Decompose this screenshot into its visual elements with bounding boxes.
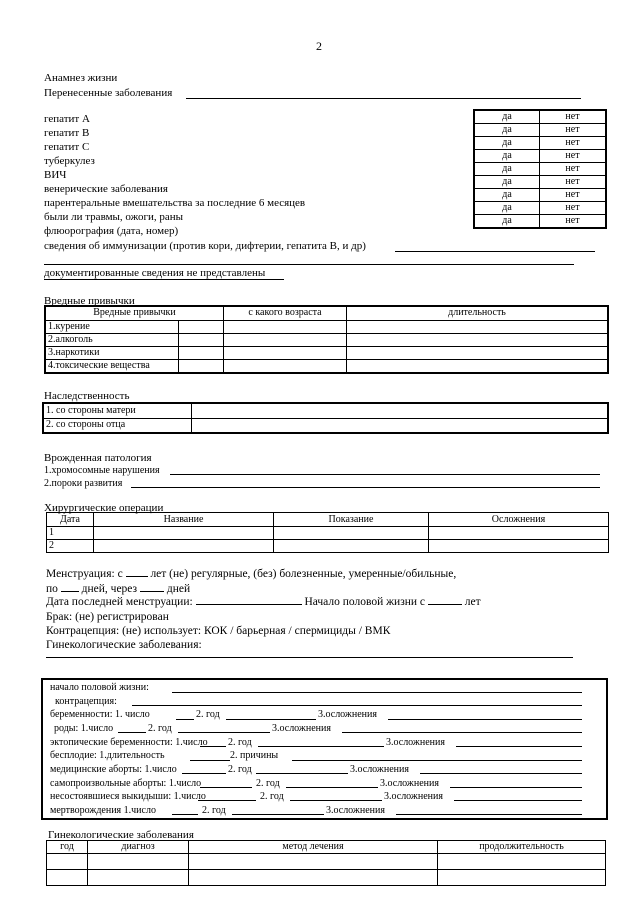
- gyn-table: [46, 840, 606, 886]
- no-option[interactable]: нет: [540, 137, 607, 150]
- spont-abortions-label: самопроизвольные аборты: 1.число: [50, 778, 202, 789]
- page-number: 2: [316, 39, 322, 53]
- surgery-cell[interactable]: [94, 540, 274, 553]
- menstruation-line-1: [46, 568, 456, 581]
- no-option[interactable]: нет: [540, 202, 607, 215]
- gyn-header-treatment: метод лечения: [189, 841, 438, 854]
- births-label: роды: 1.число: [54, 723, 114, 734]
- no-docs-label: документированные сведения не представлены: [44, 267, 266, 279]
- gyn-cell[interactable]: [189, 870, 438, 886]
- no-option[interactable]: нет: [540, 110, 607, 124]
- obstetric-field[interactable]: [198, 800, 256, 801]
- menstruation-age-field[interactable]: [126, 576, 148, 577]
- congenital-line-1[interactable]: [170, 474, 600, 475]
- year-label: 2. год: [256, 778, 280, 789]
- marriage: Брак: (не) регистрирован: [46, 611, 169, 623]
- menstruation-days-label: дней: [166, 583, 191, 595]
- sex-life-label: начало половой жизни:: [50, 682, 149, 693]
- years-label: лет: [464, 596, 481, 608]
- past-diseases-line[interactable]: [186, 98, 581, 99]
- yes-no-table: [473, 109, 607, 229]
- infertility-label: бесплодие: 1.длительность: [50, 750, 165, 761]
- obstetric-field[interactable]: [456, 746, 582, 747]
- miscarriages-label: несостоявшиеся выкидыши: 1.число: [50, 791, 206, 802]
- anamnesis-item: флюорография (дата, номер): [44, 225, 179, 237]
- congenital-line-2[interactable]: [131, 487, 600, 488]
- obstetric-field[interactable]: [232, 814, 324, 815]
- habit-duration-cell[interactable]: [347, 346, 609, 359]
- complications-label: 3.осложнения: [380, 778, 439, 789]
- last-menstruation-field[interactable]: [196, 604, 302, 605]
- last-menstruation-label: Дата последней менструации:: [46, 596, 193, 608]
- obstetric-field[interactable]: [342, 732, 582, 733]
- habit-age-cell[interactable]: [224, 359, 347, 373]
- anamnesis-item: гепатит С: [44, 141, 90, 153]
- year-label: 2. год: [196, 709, 220, 720]
- surgery-header-indication: Показание: [274, 513, 429, 527]
- habit-row-label: 4.токсические вещества: [45, 359, 179, 373]
- habit-cell[interactable]: [179, 320, 224, 333]
- surgery-cell[interactable]: [274, 540, 429, 553]
- habits-header-age: с какого возраста: [224, 306, 347, 320]
- yes-option[interactable]: да: [474, 202, 540, 215]
- obstetric-field[interactable]: [118, 732, 146, 733]
- surgery-title: Хирургические операции: [44, 502, 164, 514]
- yes-option[interactable]: да: [474, 215, 540, 229]
- complications-label: 3.осложнения: [326, 805, 385, 816]
- anamnesis-item: были ли травмы, ожоги, раны: [44, 211, 184, 223]
- menstruation-line-2: [46, 583, 190, 596]
- habit-duration-cell[interactable]: [347, 333, 609, 346]
- no-option[interactable]: нет: [540, 215, 607, 229]
- yes-option[interactable]: да: [474, 110, 540, 124]
- obstetric-field[interactable]: [292, 760, 582, 761]
- habit-cell[interactable]: [179, 346, 224, 359]
- heredity-mother-value[interactable]: [192, 403, 609, 418]
- yes-option[interactable]: да: [474, 137, 540, 150]
- habit-age-cell[interactable]: [224, 320, 347, 333]
- gyn-table-title: Гинекологические заболевания: [48, 829, 194, 841]
- obstetric-field[interactable]: [182, 773, 226, 774]
- complications-label: 3.осложнения: [386, 737, 445, 748]
- obstetric-field[interactable]: [420, 773, 582, 774]
- habit-age-cell[interactable]: [224, 346, 347, 359]
- gyn-header-duration: продолжительность: [438, 841, 606, 854]
- obstetric-field[interactable]: [178, 732, 270, 733]
- gyn-diseases-line[interactable]: [46, 657, 573, 658]
- habit-cell[interactable]: [179, 359, 224, 373]
- no-option[interactable]: нет: [540, 189, 607, 202]
- habits-table: [44, 305, 609, 374]
- anamnesis-item: гепатит В: [44, 127, 90, 139]
- obstetric-field[interactable]: [388, 719, 582, 720]
- heredity-father-value[interactable]: [192, 418, 609, 433]
- no-docs-underline: [44, 279, 284, 280]
- surgery-row-1: 1: [47, 527, 94, 540]
- habit-row-label: 3.наркотики: [45, 346, 179, 359]
- anamnesis-item: венерические заболевания: [44, 183, 168, 195]
- obstetric-field[interactable]: [450, 787, 582, 788]
- menstruation-interval-field[interactable]: [140, 591, 164, 592]
- habits-header-duration: длительность: [347, 306, 609, 320]
- surgery-table: [46, 512, 609, 553]
- obstetric-field[interactable]: [258, 746, 384, 747]
- habit-row-label: 2.алкоголь: [45, 333, 179, 346]
- anamnesis-item: ВИЧ: [44, 169, 67, 181]
- surgery-cell[interactable]: [429, 540, 609, 553]
- obstetric-field[interactable]: [176, 719, 194, 720]
- med-abortions-label: медицинские аборты: 1.число: [50, 764, 177, 775]
- surgery-header-complications: Осложнения: [429, 513, 609, 527]
- complications-label: 3.осложнения: [272, 723, 331, 734]
- contraception: Контрацепция: (не) использует: КОК / барьерная / спермициды / ВМК: [46, 625, 391, 637]
- ectopic-label: эктопические беременности: 1.число: [50, 737, 208, 748]
- obstetric-field[interactable]: [290, 800, 382, 801]
- surgery-cell[interactable]: [429, 527, 609, 540]
- obstetric-field[interactable]: [454, 800, 582, 801]
- anamnesis-title: Анамнез жизни: [44, 72, 118, 84]
- obstetric-field[interactable]: [132, 705, 582, 706]
- immunization-line[interactable]: [395, 251, 595, 252]
- yes-option[interactable]: да: [474, 163, 540, 176]
- menstruation-interval-label: дней, через: [81, 583, 138, 595]
- contraception-label: контрацепция:: [55, 696, 117, 707]
- no-option[interactable]: нет: [540, 176, 607, 189]
- heredity-table: [42, 402, 609, 434]
- anamnesis-item: туберкулез: [44, 155, 95, 167]
- obstetric-field[interactable]: [172, 692, 582, 693]
- obstetric-field[interactable]: [200, 787, 252, 788]
- anamnesis-item: гепатит А: [44, 113, 90, 125]
- surgery-row-2: 2: [47, 540, 94, 553]
- year-label: 2. год: [260, 791, 284, 802]
- habit-row-label: 1.курение: [45, 320, 179, 333]
- obstetric-field[interactable]: [226, 719, 316, 720]
- year-label: 2. год: [228, 764, 252, 775]
- anamnesis-item: парентеральные вмешательства за последние 6 месяцев: [44, 197, 306, 209]
- obstetric-field[interactable]: [190, 760, 230, 761]
- no-option[interactable]: нет: [540, 124, 607, 137]
- obstetric-field[interactable]: [256, 773, 348, 774]
- yes-option[interactable]: да: [474, 176, 540, 189]
- menstruation-desc: лет (не) регулярные, (без) болезненные, умеренные/обильные,: [150, 568, 457, 580]
- yes-option[interactable]: да: [474, 150, 540, 163]
- gyn-cell[interactable]: [438, 870, 606, 886]
- habit-cell[interactable]: [179, 333, 224, 346]
- obstetric-field[interactable]: [172, 814, 198, 815]
- immunization-line-2[interactable]: [44, 264, 574, 265]
- menstruation-line-3: [46, 596, 481, 609]
- past-diseases-label: Перенесенные заболевания: [44, 87, 173, 99]
- sex-life-start-label: Начало половой жизни с: [304, 596, 426, 608]
- habit-duration-cell[interactable]: [347, 320, 609, 333]
- surgery-header-date: Дата: [47, 513, 94, 527]
- menstruation-days-field[interactable]: [61, 591, 79, 592]
- menstruation-label: Менструация: с: [46, 568, 123, 580]
- obstetric-field[interactable]: [286, 787, 378, 788]
- year-label: 2. год: [148, 723, 172, 734]
- complications-label: 3.осложнения: [384, 791, 443, 802]
- habit-age-cell[interactable]: [224, 333, 347, 346]
- no-option[interactable]: нет: [540, 163, 607, 176]
- habit-duration-cell[interactable]: [347, 359, 609, 373]
- gyn-cell[interactable]: [47, 854, 88, 870]
- habits-header-habit: Вредные привычки: [45, 306, 224, 320]
- gyn-cell[interactable]: [88, 870, 189, 886]
- no-option[interactable]: нет: [540, 150, 607, 163]
- obstetric-field[interactable]: [200, 746, 226, 747]
- immunization-label: сведения об иммунизации (против кори, дифтерии, гепатита В, и др): [44, 240, 366, 252]
- gyn-cell[interactable]: [47, 870, 88, 886]
- congenital-title: Врожденная патология: [44, 452, 152, 464]
- habits-title: Вредные привычки: [44, 295, 135, 307]
- stillbirths-label: мертворождения 1.число: [50, 805, 156, 816]
- surgery-header-name: Название: [94, 513, 274, 527]
- gyn-diseases-label: Гинекологические заболевания:: [46, 639, 202, 651]
- yes-option[interactable]: да: [474, 189, 540, 202]
- reasons-label: 2. причины: [230, 750, 279, 761]
- obstetric-field[interactable]: [396, 814, 582, 815]
- pregnancies-label: беременности: 1. число: [50, 709, 150, 720]
- complications-label: 3.осложнения: [350, 764, 409, 775]
- surgery-cell[interactable]: [94, 527, 274, 540]
- menstruation-by-label: по: [46, 583, 58, 595]
- congenital-item-1: 1.хромосомные нарушения: [44, 465, 160, 476]
- surgery-cell[interactable]: [274, 527, 429, 540]
- gyn-cell[interactable]: [438, 854, 606, 870]
- sex-life-start-field[interactable]: [428, 604, 462, 605]
- heredity-title: Наследственность: [44, 390, 130, 402]
- congenital-item-2: 2.пороки развития: [44, 478, 123, 489]
- heredity-father: 2. со стороны отца: [43, 418, 192, 433]
- gyn-header-year: год: [47, 841, 88, 854]
- year-label: 2. год: [202, 805, 226, 816]
- gyn-header-diagnosis: диагноз: [88, 841, 189, 854]
- complications-label: 3.осложнения: [318, 709, 377, 720]
- gyn-cell[interactable]: [88, 854, 189, 870]
- year-label: 2. год: [228, 737, 252, 748]
- heredity-mother: 1. со стороны матери: [43, 403, 192, 418]
- yes-option[interactable]: да: [474, 124, 540, 137]
- gyn-cell[interactable]: [189, 854, 438, 870]
